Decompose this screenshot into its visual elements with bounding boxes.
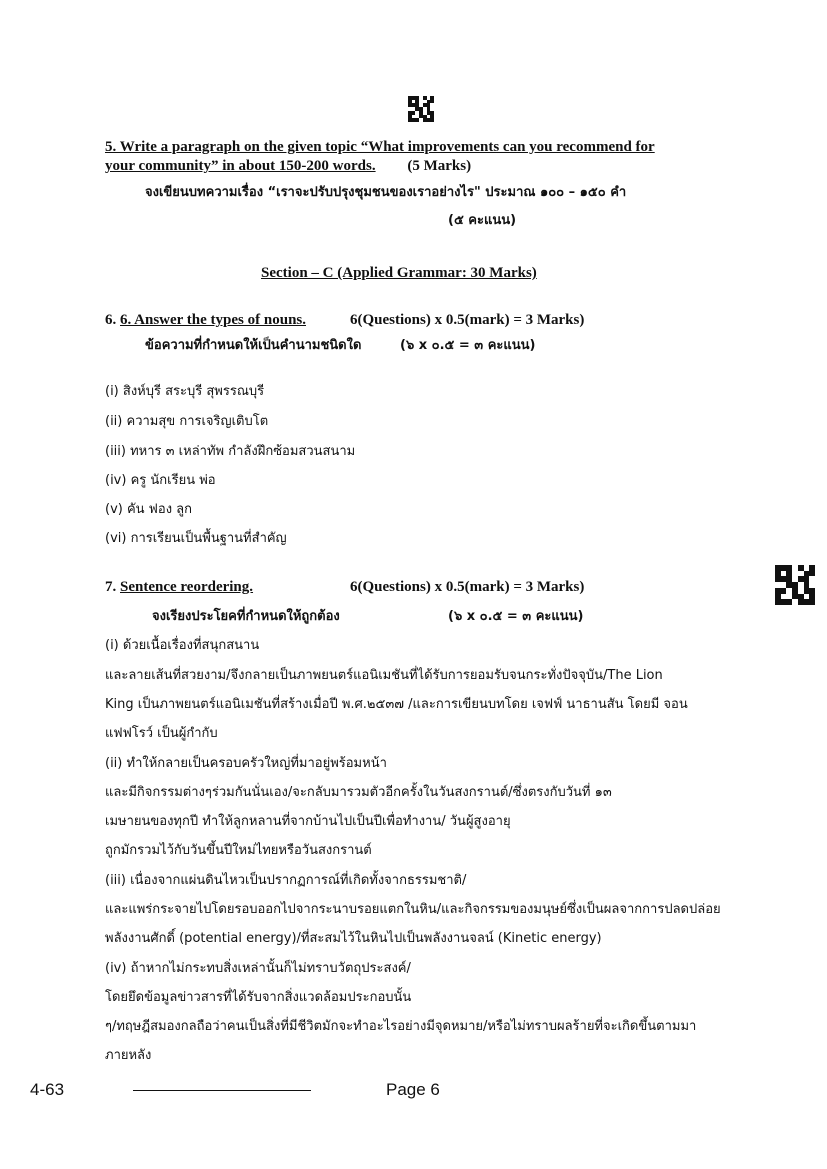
q7-line: โดยยึดข้อมูลข่าวสารที่ได้รับจากสิ่งแวดล้อมประกอบนั้น [105,990,412,1005]
q7-line: และมีกิจกรรมต่างๆร่วมกันนั่นเอง/จะกลับมารวมตัวอีกครั้งในวันสงกรานต์/ซึ่งตรงกับวันที่ ๑๓ [105,785,612,800]
q5-prompt-text-2: your community” in about 150-200 words. [105,158,376,174]
section-c-heading: Section – C (Applied Grammar: 30 Marks) [261,265,537,281]
q6-thai-marks: (๖ x ๐.๕ = ๓ คะแนน) [400,338,536,353]
q7-line: ภายหลัง [105,1048,152,1063]
q6-header: 6. 6. Answer the types of nouns. [105,312,306,328]
q6-item: (iv) ครู นักเรียน พ่อ [105,473,216,488]
q7-line: และแพร่กระจายไปโดยรอบออกไปจากระนาบรอยแตกในหิน/และกิจกรรมของมนุษย์ซึ่งเป็นผลจากการปลดปล่อย [105,902,721,917]
q5-marks: (5 Marks) [407,158,472,174]
q7-line: และลายเส้นที่สวยงาม/จึงกลายเป็นภาพยนตร์แอนิเมชันที่ได้รับการยอมรับจนกระทั่งปัจจุบัน/The Lion [105,668,663,683]
q5-thai-instruction: จงเขียนบทความเรื่อง “เราจะปรับปรุงชุมชนของเราอย่างไร" ประมาณ ๑๐๐ – ๑๕๐ คำ [145,185,627,200]
document-code: 4-63 [30,1080,65,1099]
q7-header: 7. Sentence reordering. [105,579,254,595]
q7-line: แฟฟโรว์ เป็นผู้กำกับ [105,726,218,741]
q7-line: (ii) ทำให้กลายเป็นครอบครัวใหญ่ที่มาอยู่พร้อมหน้า [105,756,387,771]
q7-line: เมษายนของทุกปี ทำให้ลูกหลานที่จากบ้านไปเป็นปีเพื่อทำงาน/ วันผู้สูงอายุ [105,814,511,829]
q7-marks: 6(Questions) x 0.5(mark) = 3 Marks) [350,579,585,595]
q7-line: พลังงานศักดิ์ (potential energy)/ที่สะสมไว้ในหินไปเป็นพลังงานจลน์ (Kinetic energy) [105,931,602,946]
q5-prompt-line-2 [105,158,471,175]
q7-line: (iv) ถ้าหากไม่กระทบสิ่งเหล่านั้นก็ไม่ทราบวัตถุประสงค์/ [105,961,411,976]
q6-title: 6. Answer the types of nouns. [120,312,306,328]
q7-line: (iii) เนื่องจากแผ่นดินไหวเป็นปรากฏการณ์ที่เกิดทั้งจากธรรมชาติ/ [105,873,467,888]
q6-item: (vi) การเรียนเป็นพื้นฐานที่สำคัญ [105,531,287,546]
q6-item: (iii) ทหาร ๓ เหล่าทัพ กำลังฝึกซ้อมสวนสนาม [105,444,356,459]
q5-prompt-text: 5. Write a paragraph on the given topic “What improvements can you recommend for [105,139,655,155]
q7-title: Sentence reordering. [120,579,254,595]
q7-line: ถูกมักรวมไว้กับวันขึ้นปีใหม่ไทยหรือวันสงกรานต์ [105,843,372,858]
q7-line: ๆ/ทฤษฎีสมองกลถือว่าคนเป็นสิ่งที่มีชีวิตมักจะทำอะไรอย่างมีจุดหมาย/หรือไม่ทราบผลร้ายที่จะเกิดขึ้นตามมา [105,1019,697,1034]
q7-line: (i) ด้วยเนื้อเรื่องที่สนุกสนาน [105,638,260,653]
q6-item: (ii) ความสุข การเจริญเติบโต [105,414,269,429]
q5-thai-marks: (๕ คะแนน) [448,213,517,228]
q5-prompt-line-1 [105,139,655,156]
q7-thai-instruction: จงเรียงประโยคที่กำหนดให้ถูกต้อง [152,609,340,624]
q6-item: (i) สิงห์บุรี สระบุรี สุพรรณบุรี [105,384,265,399]
qr-code-top [408,96,434,122]
qr-code-side [775,565,815,605]
q6-marks: 6(Questions) x 0.5(mark) = 3 Marks) [350,312,585,328]
q7-line: King เป็นภาพยนตร์แอนิเมชันที่สร้างเมื่อปี พ.ศ.๒๕๓๗ /และการเขียนบทโดย เจฟฟ์ นาธานสัน โดยมี จอน [105,697,688,712]
q6-thai-instruction: ข้อความที่กำหนดให้เป็นคำนามชนิดใด [145,338,362,353]
page-number: Page 6 [386,1080,440,1099]
footer-rule [133,1090,311,1091]
q7-thai-marks: (๖ x ๐.๕ = ๓ คะแนน) [448,609,584,624]
q6-item: (v) คัน ฟอง ลูก [105,502,193,517]
